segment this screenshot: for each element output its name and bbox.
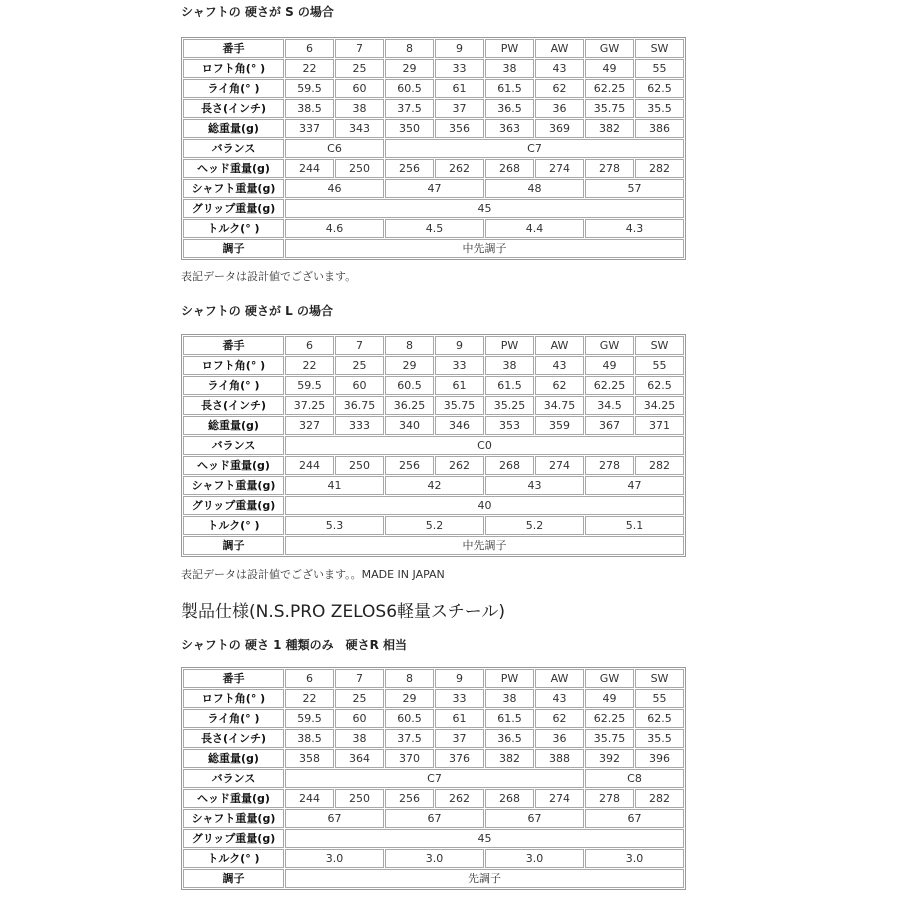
table-cell: 358 (285, 749, 334, 768)
table-cell: 274 (535, 456, 584, 475)
club-header-cell: GW (585, 669, 634, 688)
table-cell: 256 (385, 456, 434, 475)
club-header-cell: 8 (385, 39, 434, 58)
product-title: 製品仕様(N.S.PRO ZELOS6軽量スチール) (181, 602, 505, 622)
row-label: 番手 (183, 39, 284, 58)
table-cell: 36.5 (485, 99, 534, 118)
club-header-cell: PW (485, 669, 534, 688)
table-cell: 353 (485, 416, 534, 435)
row-label: ヘッド重量(g) (183, 789, 284, 808)
row-label: トルク(° ) (183, 516, 284, 535)
table-cell: 363 (485, 119, 534, 138)
table-cell: 35.75 (585, 729, 634, 748)
table-cell: C0 (285, 436, 684, 455)
club-header-cell: SW (635, 39, 684, 58)
table-cell: 3.0 (585, 849, 684, 868)
table-cell: 55 (635, 59, 684, 78)
table-cell: 25 (335, 356, 384, 375)
table-cell: 25 (335, 689, 384, 708)
table-cell: C7 (285, 769, 584, 788)
row-label: ヘッド重量(g) (183, 456, 284, 475)
row-label: グリップ重量(g) (183, 829, 284, 848)
table-cell: 392 (585, 749, 634, 768)
table-cell: 268 (485, 456, 534, 475)
table-cell: 33 (435, 689, 484, 708)
table-cell: 60 (335, 79, 384, 98)
table-row (183, 456, 684, 475)
table-row (183, 139, 684, 158)
table-cell: 49 (585, 59, 634, 78)
table-row (183, 219, 684, 238)
table-cell: 33 (435, 59, 484, 78)
table-cell: 47 (585, 476, 684, 495)
table-cell: 43 (485, 476, 584, 495)
table-cell: 46 (285, 179, 384, 198)
table-cell: 22 (285, 689, 334, 708)
table-row (183, 79, 684, 98)
table-cell: 67 (385, 809, 484, 828)
table-cell: 369 (535, 119, 584, 138)
club-header-cell: SW (635, 336, 684, 355)
row-label: バランス (183, 436, 284, 455)
table-cell: 36.25 (385, 396, 434, 415)
table-cell: 274 (535, 159, 584, 178)
table-cell: 35.25 (485, 396, 534, 415)
table-cell: 42 (385, 476, 484, 495)
table-cell: 37.25 (285, 396, 334, 415)
table-cell: 40 (285, 496, 684, 515)
club-header-cell: PW (485, 39, 534, 58)
table-cell: 37.5 (385, 729, 434, 748)
table-row (183, 729, 684, 748)
club-header-cell: GW (585, 39, 634, 58)
table-row (183, 436, 684, 455)
table-cell: 35.5 (635, 729, 684, 748)
table-cell: 61 (435, 376, 484, 395)
table-cell: 35.75 (435, 396, 484, 415)
table-cell: 3.0 (485, 849, 584, 868)
table-cell: 5.2 (485, 516, 584, 535)
table-cell: 37 (435, 729, 484, 748)
row-label: 調子 (183, 869, 284, 888)
row-label: ヘッド重量(g) (183, 159, 284, 178)
table-cell: 59.5 (285, 79, 334, 98)
table-cell: 386 (635, 119, 684, 138)
table-row (183, 869, 684, 888)
table-cell: 250 (335, 789, 384, 808)
table-cell: 62 (535, 79, 584, 98)
table-cell: 38 (485, 689, 534, 708)
table-row (183, 356, 684, 375)
table-row (183, 239, 684, 258)
row-label: 番手 (183, 336, 284, 355)
table-cell: 278 (585, 456, 634, 475)
table-row (183, 476, 684, 495)
table-cell: 先調子 (285, 869, 684, 888)
table-cell: 250 (335, 456, 384, 475)
table-row (183, 396, 684, 415)
row-label: 長さ(インチ) (183, 729, 284, 748)
table-cell: 327 (285, 416, 334, 435)
row-label: トルク(° ) (183, 219, 284, 238)
table-cell: 47 (385, 179, 484, 198)
table-cell: 34.5 (585, 396, 634, 415)
table-cell: 59.5 (285, 709, 334, 728)
row-label: 総重量(g) (183, 416, 284, 435)
row-label: ライ角(° ) (183, 376, 284, 395)
spec-table-r (181, 667, 686, 890)
table-cell: 364 (335, 749, 384, 768)
table-cell: 43 (535, 59, 584, 78)
table-cell: 244 (285, 456, 334, 475)
table-cell: 60.5 (385, 709, 434, 728)
table-cell: 67 (285, 809, 384, 828)
table-cell: 29 (385, 689, 434, 708)
table-cell: 45 (285, 829, 684, 848)
row-label: ロフト角(° ) (183, 356, 284, 375)
table-cell: 337 (285, 119, 334, 138)
spec-table-s (181, 37, 686, 260)
table-cell: 340 (385, 416, 434, 435)
design-note-l: 表記データは設計値でございます。。MADE IN JAPAN (181, 568, 445, 581)
table-cell: 38 (485, 59, 534, 78)
table-cell: 350 (385, 119, 434, 138)
row-label: 番手 (183, 669, 284, 688)
table-row (183, 416, 684, 435)
club-header-cell: 8 (385, 336, 434, 355)
table-row (183, 809, 684, 828)
table-cell: 282 (635, 456, 684, 475)
table-cell: 41 (285, 476, 384, 495)
table-cell: 36.5 (485, 729, 534, 748)
club-header-cell: AW (535, 336, 584, 355)
table-cell: 38 (335, 99, 384, 118)
club-header-cell: AW (535, 39, 584, 58)
table-cell: 3.0 (385, 849, 484, 868)
club-header-cell: PW (485, 336, 534, 355)
table-row (183, 536, 684, 555)
table-cell: C7 (385, 139, 684, 158)
table-cell: 62.5 (635, 709, 684, 728)
table-cell: 343 (335, 119, 384, 138)
table-cell: 36 (535, 99, 584, 118)
club-header-cell: 7 (335, 669, 384, 688)
table-cell: 36.75 (335, 396, 384, 415)
table-row (183, 119, 684, 138)
row-label: 長さ(インチ) (183, 396, 284, 415)
club-header-cell: 6 (285, 669, 334, 688)
table-cell: 256 (385, 789, 434, 808)
table-cell: 268 (485, 159, 534, 178)
table-cell: 中先調子 (285, 536, 684, 555)
table-cell: 244 (285, 789, 334, 808)
heading-stiffness-s: シャフトの 硬さが S の場合 (181, 5, 334, 19)
table-cell: 29 (385, 59, 434, 78)
table-cell: 62 (535, 709, 584, 728)
row-label: 調子 (183, 239, 284, 258)
table-cell: 33 (435, 356, 484, 375)
row-label: グリップ重量(g) (183, 199, 284, 218)
table-header-row (183, 39, 684, 58)
table-row (183, 709, 684, 728)
table-cell: 396 (635, 749, 684, 768)
table-cell: 59.5 (285, 376, 334, 395)
table-row (183, 59, 684, 78)
table-cell: 55 (635, 356, 684, 375)
table-row (183, 849, 684, 868)
table-cell: 262 (435, 456, 484, 475)
table-cell: 3.0 (285, 849, 384, 868)
table-cell: 38 (485, 356, 534, 375)
table-cell: 333 (335, 416, 384, 435)
table-cell: 49 (585, 356, 634, 375)
row-label: 調子 (183, 536, 284, 555)
table-cell: 356 (435, 119, 484, 138)
table-cell: 25 (335, 59, 384, 78)
table-cell: 22 (285, 59, 334, 78)
table-cell: 382 (585, 119, 634, 138)
table-row (183, 689, 684, 708)
table-cell: 62.25 (585, 709, 634, 728)
club-header-cell: AW (535, 669, 584, 688)
heading-stiffness-l: シャフトの 硬さが L の場合 (181, 304, 333, 318)
table-cell: 62 (535, 376, 584, 395)
table-cell: 57 (585, 179, 684, 198)
table-cell: 62.5 (635, 376, 684, 395)
table-cell: 62.5 (635, 79, 684, 98)
club-header-cell: 7 (335, 39, 384, 58)
table-cell: 382 (485, 749, 534, 768)
table-cell: 37 (435, 99, 484, 118)
table-cell: 244 (285, 159, 334, 178)
heading-stiffness-r: シャフトの 硬さ 1 種類のみ 硬さR 相当 (181, 638, 408, 652)
table-cell: 346 (435, 416, 484, 435)
row-label: シャフト重量(g) (183, 476, 284, 495)
table-cell: 34.25 (635, 396, 684, 415)
table-cell: 61.5 (485, 376, 534, 395)
table-cell: 22 (285, 356, 334, 375)
row-label: グリップ重量(g) (183, 496, 284, 515)
table-cell: 282 (635, 789, 684, 808)
table-cell: 268 (485, 789, 534, 808)
table-header-row (183, 336, 684, 355)
club-header-cell: 6 (285, 336, 334, 355)
table-cell: C6 (285, 139, 384, 158)
table-cell: 29 (385, 356, 434, 375)
row-label: 総重量(g) (183, 119, 284, 138)
table-cell: 62.25 (585, 376, 634, 395)
club-header-cell: GW (585, 336, 634, 355)
table-cell: 43 (535, 356, 584, 375)
row-label: バランス (183, 769, 284, 788)
table-cell: 60 (335, 376, 384, 395)
table-cell: 55 (635, 689, 684, 708)
table-cell: 262 (435, 789, 484, 808)
table-cell: 60.5 (385, 79, 434, 98)
table-cell: 250 (335, 159, 384, 178)
table-row (183, 199, 684, 218)
table-cell: 49 (585, 689, 634, 708)
table-cell: C8 (585, 769, 684, 788)
table-cell: 37.5 (385, 99, 434, 118)
table-cell: 38 (335, 729, 384, 748)
table-cell: 35.5 (635, 99, 684, 118)
table-cell: 61.5 (485, 79, 534, 98)
table-row (183, 159, 684, 178)
table-cell: 4.5 (385, 219, 484, 238)
row-label: トルク(° ) (183, 849, 284, 868)
row-label: 長さ(インチ) (183, 99, 284, 118)
table-header-row (183, 669, 684, 688)
table-row (183, 829, 684, 848)
table-cell: 4.4 (485, 219, 584, 238)
table-cell: 5.2 (385, 516, 484, 535)
table-cell: 60 (335, 709, 384, 728)
row-label: ロフト角(° ) (183, 689, 284, 708)
table-cell: 5.1 (585, 516, 684, 535)
row-label: ライ角(° ) (183, 709, 284, 728)
club-header-cell: 9 (435, 39, 484, 58)
club-header-cell: 7 (335, 336, 384, 355)
table-cell: 60.5 (385, 376, 434, 395)
table-cell: 262 (435, 159, 484, 178)
row-label: ライ角(° ) (183, 79, 284, 98)
table-row (183, 749, 684, 768)
table-cell: 359 (535, 416, 584, 435)
table-cell: 67 (585, 809, 684, 828)
table-cell: 43 (535, 689, 584, 708)
club-header-cell: 6 (285, 39, 334, 58)
table-cell: 4.6 (285, 219, 384, 238)
table-row (183, 769, 684, 788)
table-cell: 38.5 (285, 729, 334, 748)
club-header-cell: 8 (385, 669, 434, 688)
table-cell: 278 (585, 789, 634, 808)
club-header-cell: 9 (435, 669, 484, 688)
table-cell: 370 (385, 749, 434, 768)
table-row (183, 496, 684, 515)
table-cell: 36 (535, 729, 584, 748)
club-header-cell: SW (635, 669, 684, 688)
club-header-cell: 9 (435, 336, 484, 355)
table-row (183, 99, 684, 118)
row-label: シャフト重量(g) (183, 179, 284, 198)
table-cell: 61 (435, 79, 484, 98)
table-row (183, 179, 684, 198)
table-cell: 61.5 (485, 709, 534, 728)
table-cell: 5.3 (285, 516, 384, 535)
table-row (183, 376, 684, 395)
row-label: ロフト角(° ) (183, 59, 284, 78)
row-label: シャフト重量(g) (183, 809, 284, 828)
table-cell: 34.75 (535, 396, 584, 415)
table-cell: 38.5 (285, 99, 334, 118)
table-cell: 35.75 (585, 99, 634, 118)
table-cell: 278 (585, 159, 634, 178)
table-cell: 367 (585, 416, 634, 435)
table-cell: 388 (535, 749, 584, 768)
row-label: バランス (183, 139, 284, 158)
table-row (183, 516, 684, 535)
row-label: 総重量(g) (183, 749, 284, 768)
table-cell: 中先調子 (285, 239, 684, 258)
design-note-s: 表記データは設計値でございます。 (181, 270, 357, 283)
table-cell: 4.3 (585, 219, 684, 238)
table-cell: 376 (435, 749, 484, 768)
spec-table-l (181, 334, 686, 557)
table-cell: 282 (635, 159, 684, 178)
table-cell: 274 (535, 789, 584, 808)
table-cell: 48 (485, 179, 584, 198)
table-cell: 371 (635, 416, 684, 435)
table-cell: 256 (385, 159, 434, 178)
table-cell: 67 (485, 809, 584, 828)
table-row (183, 789, 684, 808)
table-cell: 45 (285, 199, 684, 218)
table-cell: 61 (435, 709, 484, 728)
table-cell: 62.25 (585, 79, 634, 98)
